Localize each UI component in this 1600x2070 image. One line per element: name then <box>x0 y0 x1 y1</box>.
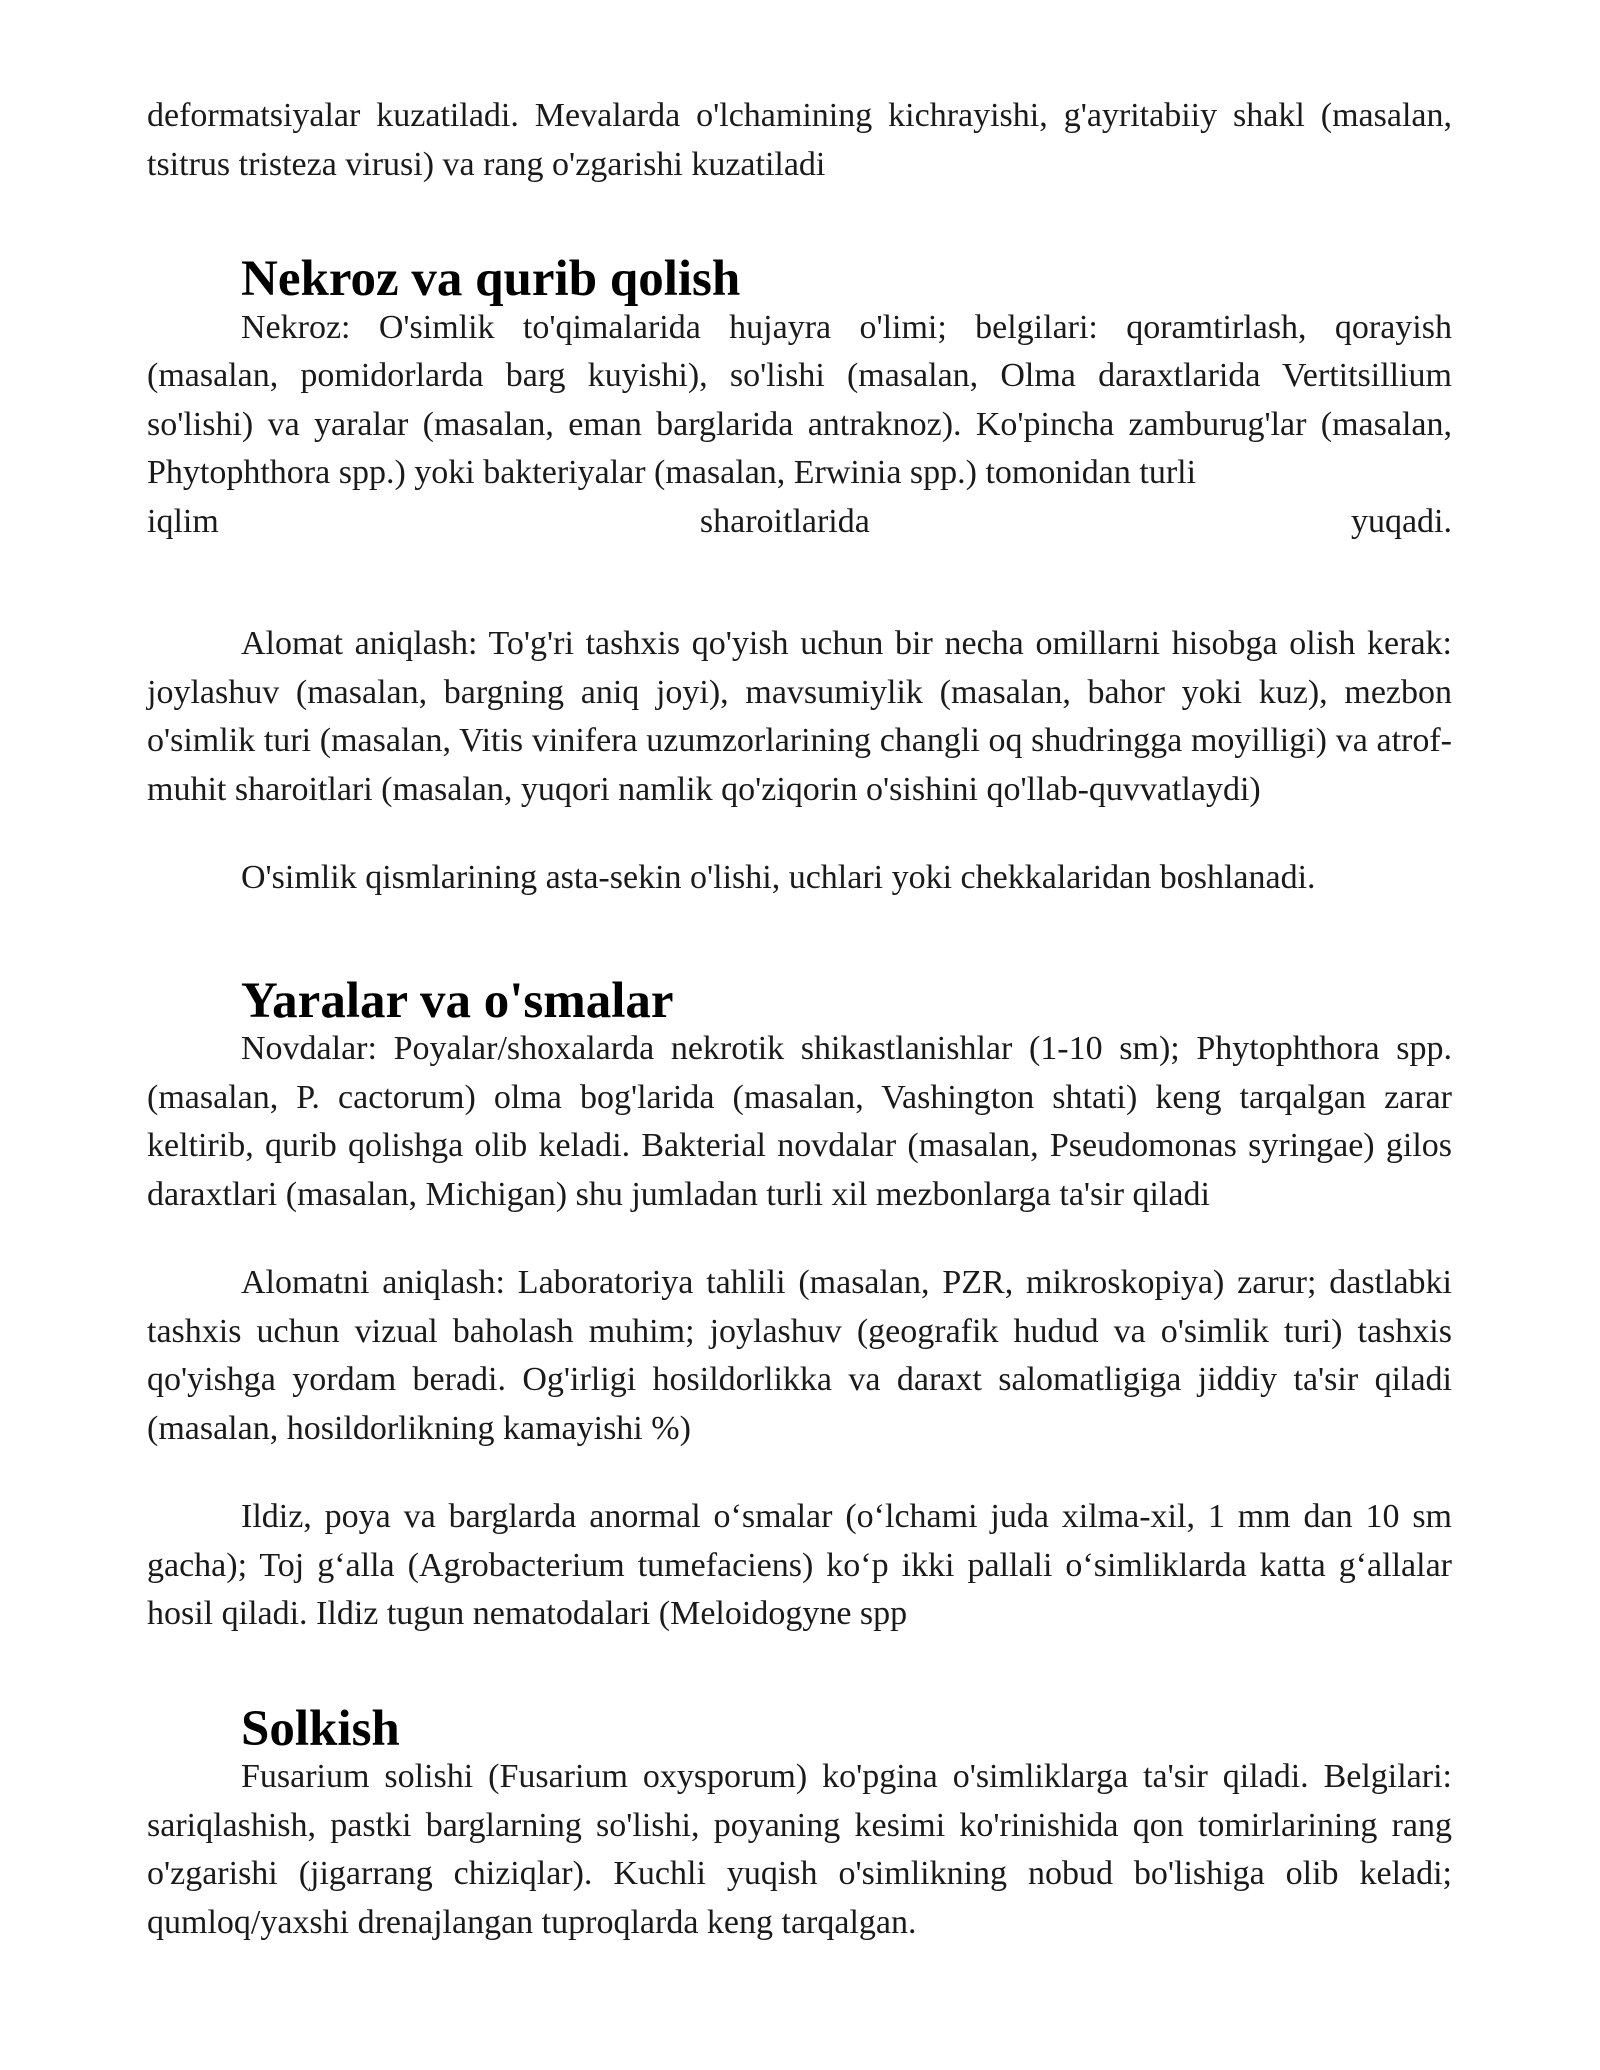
paragraph-deformations: deformatsiyalar kuzatiladi. Mevalarda o'lchamining kichrayishi, g'ayritabiiy shakl (masalan, tsitrus tristeza virusi) va rang o'zgarishi kuzatiladi <box>147 97 1452 183</box>
spacer <box>147 814 1452 854</box>
document-page <box>147 92 1452 1947</box>
word: sharoitlarida <box>699 502 870 540</box>
paragraph-dieback: O'simlik qismlarining asta-sekin o'lishi, uchlari yoki chekkalaridan boshlanadi. <box>241 859 1316 896</box>
paragraph-cankers: Novdalar: Poyalar/shoxalarda nekrotik shikastlanishlar (1-10 sm); Phytophthora spp. (masalan, P. cactorum) olma bog'larida (masalan, Vashington shtati) keng tarqalgan zarar keltirib, qurib qolishga olib keladi. Bakterial novdalar (masalan, Pseudomonas syringae) gilos daraxtlari (masalan, Michigan) shu jumladan turli xil mezbonlarga ta'sir qiladi <box>147 1030 1452 1213</box>
heading-necrosis: Nekroz va qurib qolish <box>241 251 741 307</box>
spacer <box>147 1219 1452 1259</box>
paragraph-fusarium: Fusarium solishi (Fusarium oxysporum) ko'pgina o'simliklarga ta'sir qiladi. Belgilari: sariqlashish, pastki barglarning so'lishi, poyaning kesimi ko'rinishida qon tomirlarining rang o'zgarishi (jigarrang chiziqlar). Kuchli yuqish o'simlikning nobud bo'lishiga olib keladi; qumloq/yaxshi drenajlangan tuproqlarda keng tarqalgan. <box>147 1758 1452 1941</box>
paragraph-tumors: Ildiz, poya va barglarda anormal o‘smalar (o‘lchami juda xilma-xil, 1 mm dan 10 sm gacha); Toj g‘alla (Agrobacterium tumefaciens) ko‘p ikki pallali o‘simliklarda katta g‘allalar hosil qiladi. Ildiz tugun nematodalari (Meloidogyne spp <box>147 1498 1452 1632</box>
heading-cankers-tumors: Yaralar va o'smalar <box>241 972 674 1029</box>
word: yuqadi. <box>1350 502 1452 540</box>
spacer <box>147 1453 1452 1493</box>
paragraph-necrosis-last-line <box>147 498 1452 547</box>
heading-wilting: Solkish <box>241 1700 400 1757</box>
paragraph-necrosis: Nekroz: O'simlik to'qimalarida hujayra o'limi; belgilari: qoramtirlash, qorayish (masalan, pomidorlarda barg kuyishi), so'lishi (masalan, Olma daraxtlarida Vertitsillium so'lishi) va yaralar (masalan, eman barglarida antraknoz). Ko'pincha zamburug'lar (masalan, Phytophthora spp.) yoki bakteriyalar (masalan, Erwinia spp.) tomonidan turli <box>147 308 1452 491</box>
paragraph-canker-detection: Alomatni aniqlash: Laboratoriya tahlili (masalan, PZR, mikroskopiya) zarur; dastlabki tashxis uchun vizual baholash muhim; joylashuv (geografik hudud va o'simlik turi) tashxis qo'yishga yordam beradi. Og'irligi hosildorlikka va daraxt salomatligiga jiddiy ta'sir qiladi (masalan, hosildorlikning kamayishi %) <box>147 1264 1452 1447</box>
spacer <box>147 1639 1452 1705</box>
word: iqlim <box>147 502 219 540</box>
spacer <box>147 903 1452 977</box>
paragraph-symptom-detection: Alomat aniqlash: To'g'ri tashxis qo'yish uchun bir necha omillarni hisobga olish kerak: joylashuv (masalan, bargning aniq joyi), mavsumiylik (masalan, bahor yoki kuz), mezbon o'simlik turi (masalan, Vitis vinifera uzumzorlarining changli oq shudringga moyilligi) va atrof-muhit sharoitlari (masalan, yuqori namlik qo'ziqorin o'sishini qo'llab-quvvatlaydi) <box>147 625 1452 808</box>
spacer <box>147 546 1452 620</box>
spacer <box>147 189 1452 255</box>
